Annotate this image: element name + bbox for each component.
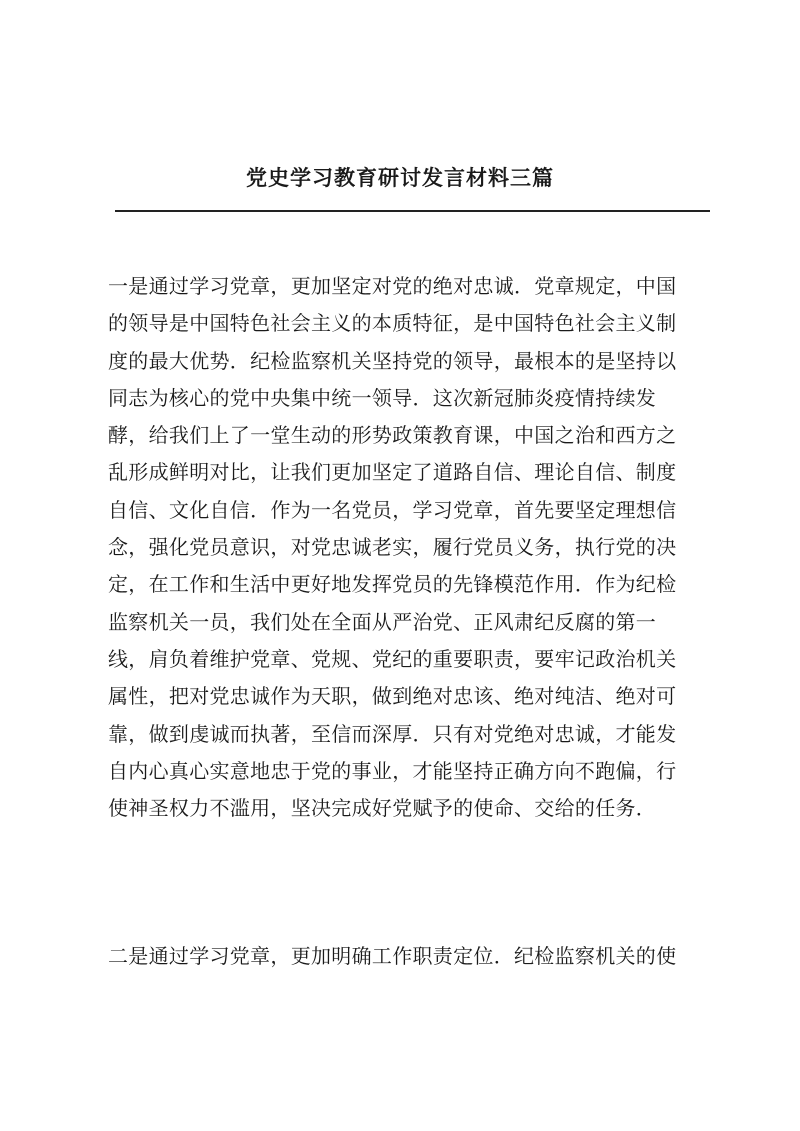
paragraph-line: 监察机关一员，我们处在全面从严治党、正风肃纪反腐的第一 xyxy=(108,609,657,634)
paragraph-line: 自内心真心实意地忠于党的事业，才能坚持正确方向不跑偏，行 xyxy=(108,758,677,783)
paragraph-2 xyxy=(108,938,708,975)
paragraph-line: 自信、文化自信．作为一名党员，学习党章，首先要坚定理想信 xyxy=(108,497,677,522)
paragraph-line: 二是通过学习党章，更加明确工作职责定位．纪检监察机关的使 xyxy=(108,944,677,968)
paragraph-line: 使神圣权力不滥用，坚决完成好党赋予的使命、交给的任务． xyxy=(108,796,657,821)
paragraph-line: 度的最大优势．纪检监察机关坚持党的领导，最根本的是坚持以 xyxy=(108,348,677,373)
paragraph-line: 的领导是中国特色社会主义的本质特征，是中国特色社会主义制 xyxy=(108,311,677,336)
paragraph-line: 线，肩负着维护党章、党规、党纪的重要职责，要牢记政治机关 xyxy=(108,646,677,671)
paragraph-1 xyxy=(108,268,708,827)
document-title: 党史学习教育研讨发言材料三篇 xyxy=(246,165,554,190)
paragraph-line: 定，在工作和生活中更好地发挥党员的先锋模范作用．作为纪检 xyxy=(108,572,677,597)
paragraph-line: 念，强化党员意识，对党忠诚老实，履行党员义务，执行党的决 xyxy=(108,535,677,560)
paragraph-line: 属性，把对党忠诚作为天职，做到绝对忠该、绝对纯洁、绝对可 xyxy=(108,684,677,709)
paragraph-line: 一是通过学习党章，更加坚定对党的绝对忠诚．党章规定，中国 xyxy=(108,274,677,298)
paragraph-line: 同志为核心的党中央集中统一领导．这次新冠肺炎疫情持续发 xyxy=(108,385,657,410)
title-underline xyxy=(115,210,710,212)
paragraph-line: 酵，给我们上了一堂生动的形势政策教育课，中国之治和西方之 xyxy=(108,423,677,448)
paragraph-line: 靠，做到虔诚而执著，至信而深厚．只有对党绝对忠诚，才能发 xyxy=(108,721,677,746)
paragraph-line: 乱形成鲜明对比，让我们更加坚定了道路自信、理论自信、制度 xyxy=(108,460,677,485)
